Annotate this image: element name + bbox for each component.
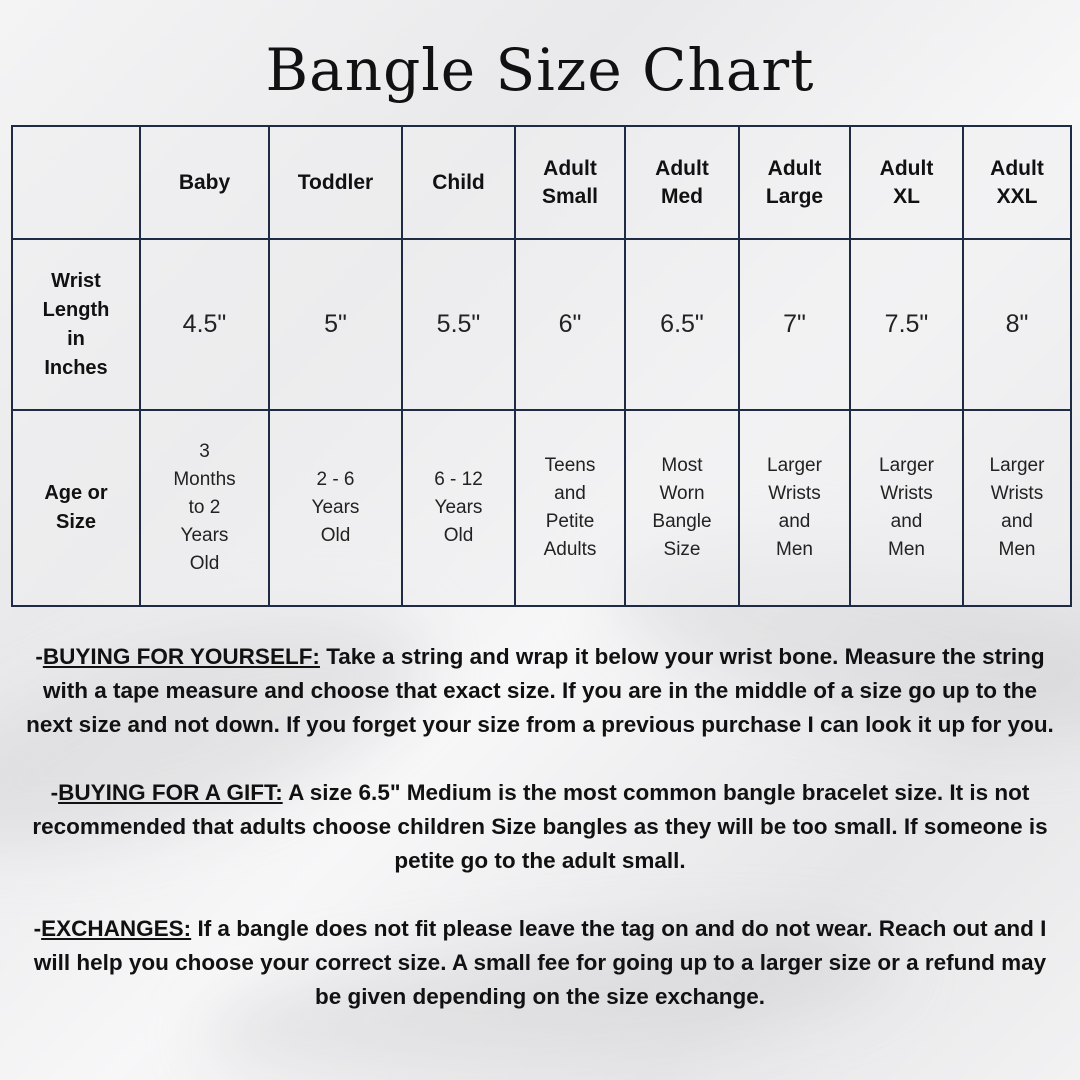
age-cell: Larger Wrists and Men [963,410,1071,606]
note-prefix: - [50,780,59,805]
wrist-length-cell: 6" [515,239,625,410]
note-exchanges [20,912,1060,1014]
wrist-length-cell: 6.5" [625,239,739,410]
wrist-length-cell: 4.5" [140,239,269,410]
age-cell: 6 - 12 Years Old [402,410,515,606]
size-chart-table [11,125,1072,607]
note-prefix: - [35,644,43,669]
instructions [20,640,1060,1048]
wrist-length-cell: 7" [739,239,850,410]
column-header: Child [402,126,515,239]
row-label: Wrist Length in Inches [12,239,140,410]
wrist-length-cell: 5" [269,239,402,410]
age-cell: 2 - 6 Years Old [269,410,402,606]
column-header: Baby [140,126,269,239]
age-or-size-row [12,410,1071,606]
note-body: A size 6.5" Medium is the most common bangle bracelet size. It is not recommended that adults choose children Size bangles as they will be too small. If someone is petite go to the adult small. [32,780,1048,873]
column-header: Adult Med [625,126,739,239]
wrist-length-row [12,239,1071,410]
note-buying-for-a-gift [20,776,1060,878]
note-buying-for-yourself [20,640,1060,742]
wrist-length-cell: 8" [963,239,1071,410]
header-row [12,126,1071,239]
wrist-length-cell: 5.5" [402,239,515,410]
note-body: Take a string and wrap it below your wrist bone. Measure the string with a tape measure and choose that exact size. If you are in the middle of a size go up to the next size and not down. If you forget your size from a previous purchase I can look it up for you. [26,644,1054,737]
age-cell: Most Worn Bangle Size [625,410,739,606]
wrist-length-cell: 7.5" [850,239,963,410]
column-header: Adult Small [515,126,625,239]
page-title: Bangle Size Chart [265,36,815,104]
age-cell: Larger Wrists and Men [739,410,850,606]
row-label: Age or Size [12,410,140,606]
age-cell: Larger Wrists and Men [850,410,963,606]
age-cell: 3 Months to 2 Years Old [140,410,269,606]
column-header: Adult XL [850,126,963,239]
note-heading: BUYING FOR A GIFT: [58,780,283,805]
age-cell: Teens and Petite Adults [515,410,625,606]
column-header: Toddler [269,126,402,239]
note-body: If a bangle does not fit please leave the tag on and do not wear. Reach out and I will help you choose your correct size. A small fee for going up to a larger size or a refund may be given depending on the size exchange. [33,916,1047,1009]
column-header: Adult Large [739,126,850,239]
column-header: Adult XXL [963,126,1071,239]
note-heading: BUYING FOR YOURSELF: [42,644,320,669]
note-heading: EXCHANGES: [41,916,192,941]
corner-cell [12,126,140,239]
note-prefix: - [33,916,42,941]
